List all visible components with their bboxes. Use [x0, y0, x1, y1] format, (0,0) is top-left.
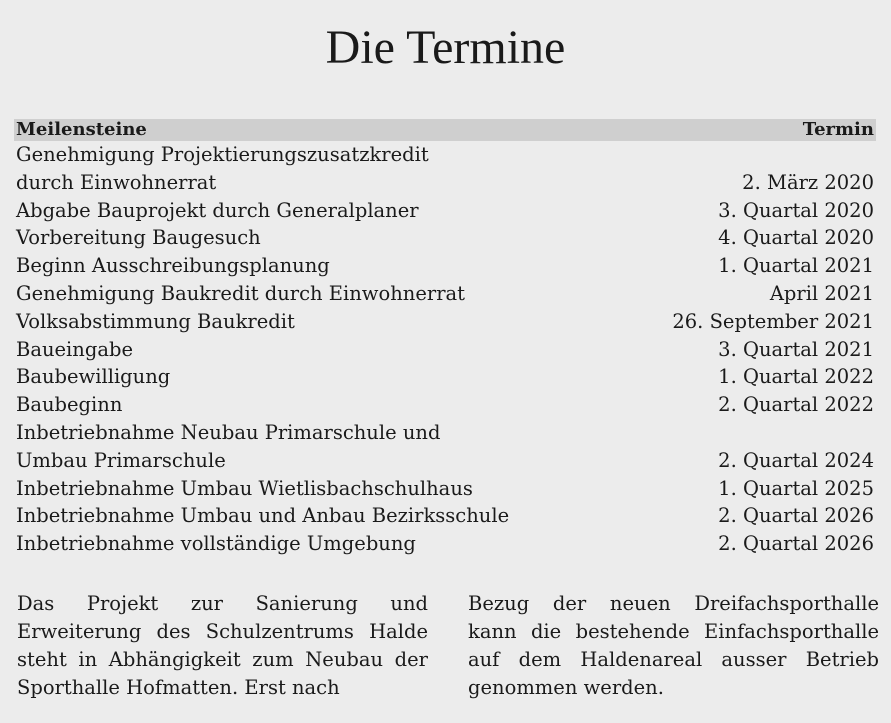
table-row — [14, 419, 876, 475]
body-text — [17, 590, 879, 702]
table-row — [14, 197, 876, 225]
table-row — [14, 502, 876, 530]
milestone-label: Inbetriebnahme vollständige Umgebung — [16, 532, 416, 556]
milestone-label: Baueingabe — [16, 337, 133, 361]
milestone-label: Baubewilligung — [16, 365, 171, 389]
milestone-label: Abgabe Bauprojekt durch Generalplaner — [16, 198, 419, 222]
table-row — [14, 280, 876, 308]
milestone-date: 3. Quartal 2021 — [718, 337, 874, 361]
text-column-2 — [468, 590, 879, 702]
milestone-label: Volksabstimmung Baukredit — [16, 309, 295, 333]
table-row — [14, 141, 876, 197]
milestone-date: 26. September 2021 — [672, 309, 874, 333]
milestone-label: Beginn Ausschreibungsplanung — [16, 254, 330, 278]
table-row — [14, 530, 876, 558]
milestone-date: 2. Quartal 2022 — [718, 393, 874, 417]
milestone-label: Baubeginn — [16, 393, 123, 417]
milestone-date: 4. Quartal 2020 — [718, 226, 874, 250]
paragraph: Bezug der neuen Dreifachsporthalle kann die bestehende Einfachsporthalle auf dem Haldenareal ausser Betrieb genommen werden. — [468, 592, 879, 699]
table-row — [14, 336, 876, 364]
page-title: Die Termine — [325, 21, 566, 74]
milestone-date: 1. Quartal 2022 — [718, 365, 874, 389]
header-milestones: Meilensteine — [16, 119, 147, 140]
table-row — [14, 252, 876, 280]
milestone-label: Inbetriebnahme Umbau Wietlisbachschulhaus — [16, 476, 473, 500]
milestone-date: April 2021 — [769, 281, 874, 305]
table-row — [14, 475, 876, 503]
milestone-label: Genehmigung Baukredit durch Einwohnerrat — [16, 281, 465, 305]
paragraph: Das Projekt zur Sanierung und Erweiterung des Schulzentrums Halde steht in Abhängigkeit zum Neubau der Sporthalle Hofmatten. Erst nach — [17, 592, 428, 699]
milestone-date: 2. Quartal 2026 — [718, 504, 874, 528]
table-row — [14, 391, 876, 419]
milestone-date: 2. Quartal 2024 — [718, 448, 874, 472]
milestone-label: Inbetriebnahme Umbau und Anbau Bezirksschule — [16, 504, 510, 528]
milestone-label: Genehmigung Projektierungszusatzkredit durch Einwohnerrat — [16, 143, 429, 194]
milestone-label: Vorbereitung Baugesuch — [16, 226, 261, 250]
milestone-date: 1. Quartal 2021 — [718, 254, 874, 278]
schedule-table — [14, 119, 876, 558]
milestone-date: 2. Quartal 2026 — [718, 532, 874, 556]
milestone-date: 2. März 2020 — [742, 170, 874, 194]
table-row — [14, 308, 876, 336]
milestone-date: 3. Quartal 2020 — [718, 198, 874, 222]
table-header — [14, 119, 876, 141]
table-row — [14, 224, 876, 252]
milestone-label: Inbetriebnahme Neubau Primarschule und Umbau Primarschule — [16, 420, 441, 472]
table-body — [14, 141, 876, 558]
header-date: Termin — [802, 119, 874, 140]
table-row — [14, 363, 876, 391]
text-column-1 — [17, 590, 428, 702]
milestone-date: 1. Quartal 2025 — [718, 476, 874, 500]
